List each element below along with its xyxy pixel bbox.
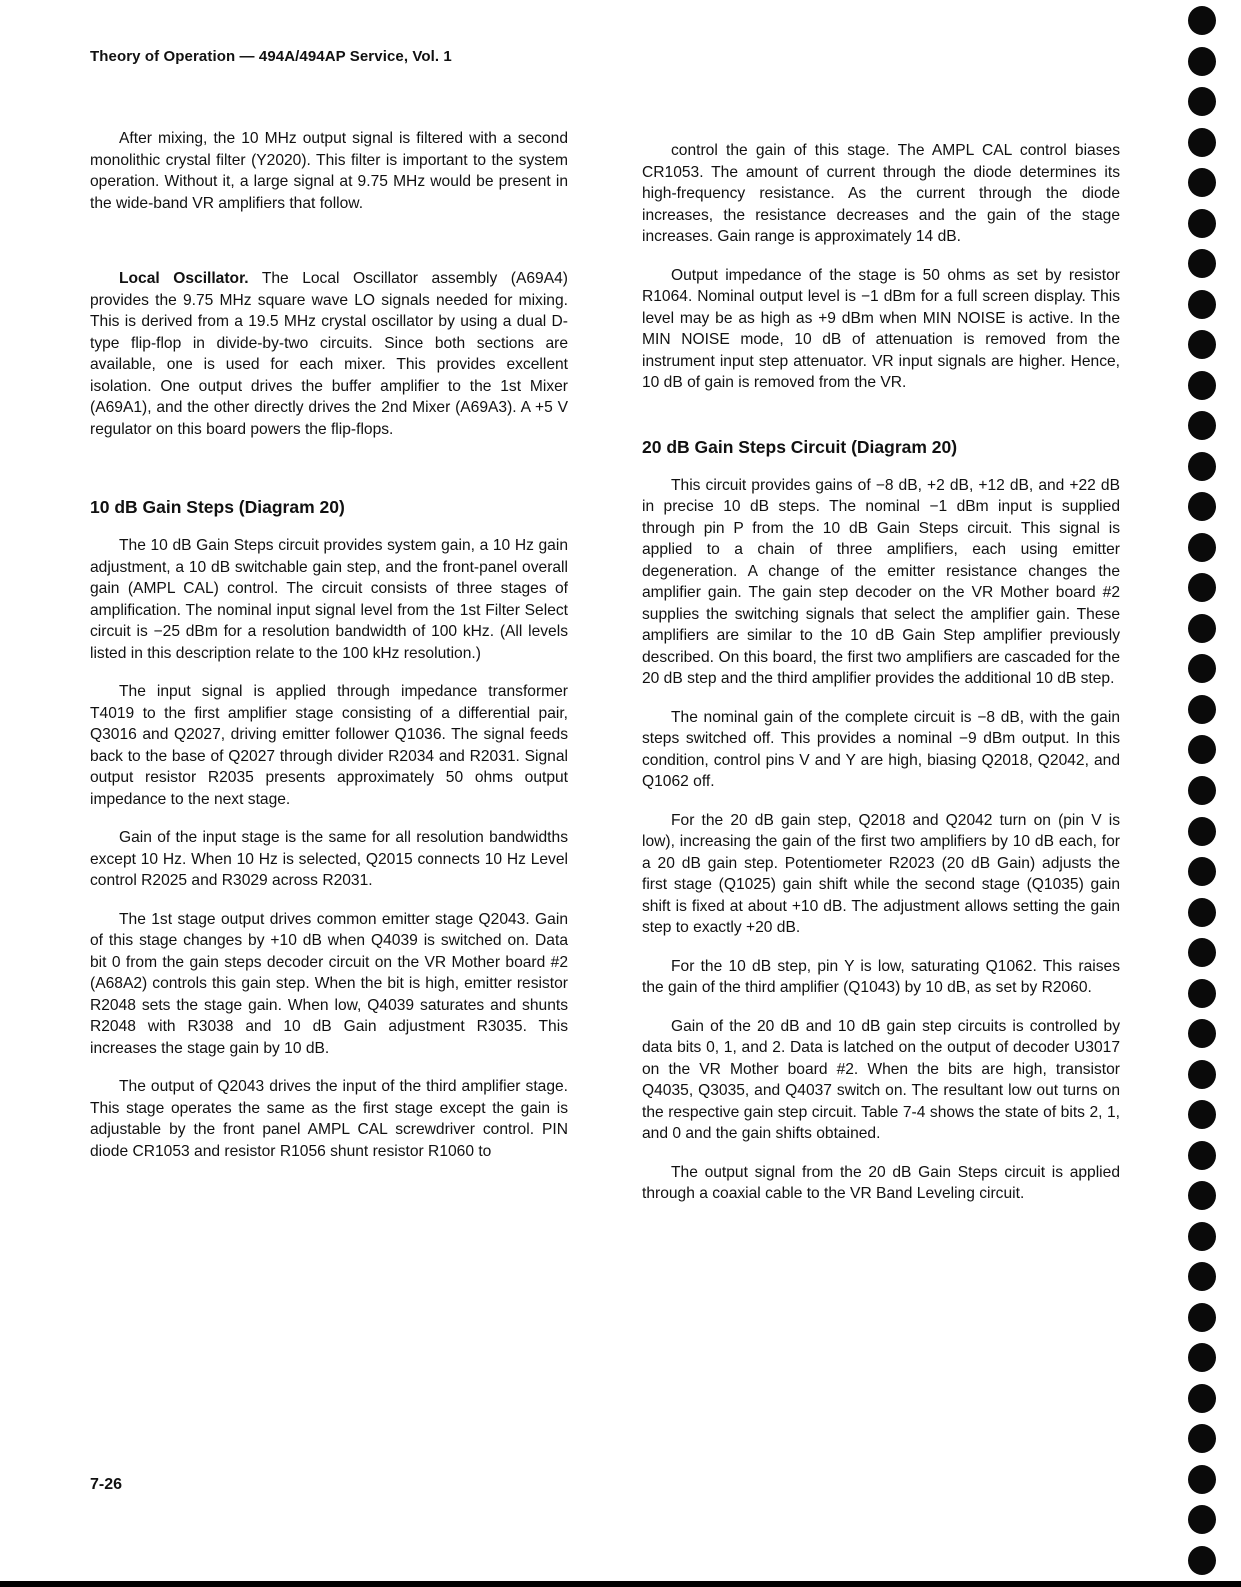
left-column xyxy=(90,128,568,1162)
binder-hole xyxy=(1188,776,1216,805)
run-in-heading: Local Oscillator. xyxy=(119,270,249,287)
paragraph: The 10 dB Gain Steps circuit provides system gain, a 10 Hz gain adjustment, a 10 dB switchable gain step, and the front-panel overall gain (AMPL CAL) control. The circuit consists of three stages of amplification. The nominal input signal level from the 1st Filter Select circuit is −25 dBm for a resolution bandwidth of 100 kHz. (All levels listed in this description relate to the 100 kHz resolution.) xyxy=(90,537,568,662)
paragraph: Gain of the input stage is the same for all resolution bandwidths except 10 Hz. When 10 Hz is selected, Q2015 connects 10 Hz Level control R2025 and R3029 across R2031. xyxy=(90,829,568,889)
binder-hole xyxy=(1188,249,1216,278)
binder-hole xyxy=(1188,614,1216,643)
binder-hole xyxy=(1188,1141,1216,1170)
binder-hole xyxy=(1188,1222,1216,1251)
paragraph: This circuit provides gains of −8 dB, +2 dB, +12 dB, and +22 dB in precise 10 dB steps. The nominal −1 dBm input is supplied through pin P from the 10 dB Gain Steps circuit. This signal is applied to a chain of three amplifiers, each using emitter degeneration. A change of the emitter resistance changes the amplifier gain. The gain step decoder on the VR Mother board #2 supplies the switching signals that select the amplifier gain. These amplifiers are similar to the 10 dB Gain Step amplifier previously described. On this board, the first two amplifiers are cascaded for the 20 dB step and the third amplifier provides the additional 10 dB step. xyxy=(642,476,1120,687)
binder-hole xyxy=(1188,1262,1216,1291)
binder-hole xyxy=(1188,168,1216,197)
binder-hole xyxy=(1188,817,1216,846)
binder-hole xyxy=(1188,87,1216,116)
binder-hole xyxy=(1188,411,1216,440)
binder-hole xyxy=(1188,290,1216,319)
binder-holes xyxy=(1188,6,1218,1581)
binder-hole xyxy=(1188,695,1216,724)
binder-hole xyxy=(1188,1303,1216,1332)
right-column xyxy=(642,140,1120,1205)
binder-hole xyxy=(1188,1546,1216,1575)
binder-hole xyxy=(1188,1465,1216,1494)
binder-hole xyxy=(1188,898,1216,927)
binder-hole xyxy=(1188,209,1216,238)
binder-hole xyxy=(1188,979,1216,1008)
paragraph: For the 10 dB step, pin Y is low, saturating Q1062. This raises the gain of the third amplifier (Q1043) by 10 dB, as set by R2060. xyxy=(642,957,1120,996)
paragraph: Output impedance of the stage is 50 ohms as set by resistor R1064. Nominal output level is −1 dBm for a full screen display. This level may be as high as +9 dBm when MIN NOISE is active. In the MIN NOISE mode, 10 dB of attenuation is removed from the instrument input step attenuator. VR input signals are higher. Hence, 10 dB of gain is removed from the VR. xyxy=(642,266,1120,391)
paragraph: The nominal gain of the complete circuit is −8 dB, with the gain steps switched off. This provides a nominal −9 dBm output. In this condition, control pins V and Y are high, biasing Q2018, Q2042, and Q1062 off. xyxy=(642,708,1120,790)
paragraph: Gain of the 20 dB and 10 dB gain step circuits is controlled by data bits 0, 1, and 2. Data is latched on the output of decoder U3017 on the VR Mother board #2. When the bits are high, transistor Q4035, Q3035, and Q4037 switch on. The resultant low out turns on the respective gain step circuit. Table 7-4 shows the state of bits 2, 1, and 0 and the gain shifts obtained. xyxy=(642,1017,1120,1142)
binder-hole xyxy=(1188,1181,1216,1210)
paragraph: The output of Q2043 drives the input of the third amplifier stage. This stage operates the same as the first stage except the gain is adjustable by the front panel AMPL CAL screwdriver control. PIN diode CR1053 and resistor R1056 shunt resistor R1060 to xyxy=(90,1078,568,1160)
paragraph: The 1st stage output drives common emitter stage Q2043. Gain of this stage changes by +10 dB when Q4039 is switched on. Data bit 0 from the gain steps decoder circuit on the VR Mother board #2 (A68A2) controls this gain step. When the bit is high, emitter resistor R2048 sets the stage gain. When low, Q4039 saturates and shunts R2048 with R3038 and 10 dB Gain adjustment R3035. This increases the stage gain by 10 dB. xyxy=(90,910,568,1057)
paragraph: For the 20 dB gain step, Q2018 and Q2042 turn on (pin V is low), increasing the gain of the first two amplifiers by 10 dB each, for a 20 dB gain step. Potentiometer R2023 (20 dB Gain) adjusts the first stage (Q1025) gain shift while the second stage (Q1035) gain shift is fixed at about +10 dB. The adjustment allows setting the gain step to exactly +20 dB. xyxy=(642,811,1120,936)
running-head: Theory of Operation — 494A/494AP Service, Vol. 1 xyxy=(90,48,452,65)
paragraph: The input signal is applied through impedance transformer T4019 to the first amplifier stage consisting of a differential pair, Q3016 and Q2027, driving emitter follower Q1036. The signal feeds back to the base of Q2027 through divider R2034 and R2031. Signal output resistor R2035 presents approximately 50 ohms output impedance to the next stage. xyxy=(90,683,568,808)
binder-hole xyxy=(1188,128,1216,157)
page-number: 7-26 xyxy=(90,1476,123,1493)
binder-hole xyxy=(1188,654,1216,683)
paragraph: control the gain of this stage. The AMPL CAL control biases CR1053. The amount of current through the diode determines its high-frequency resistance. As the current through the diode increases, the resistance decreases and the gain of the stage increases. Gain range is approximately 14 dB. xyxy=(642,142,1120,245)
section-heading: 10 dB Gain Steps (Diagram 20) xyxy=(90,497,345,517)
paragraph xyxy=(90,268,568,440)
scan-edge-bar xyxy=(0,1581,1241,1587)
binder-hole xyxy=(1188,492,1216,521)
binder-hole xyxy=(1188,1384,1216,1413)
binder-hole xyxy=(1188,6,1216,35)
binder-hole xyxy=(1188,1019,1216,1048)
binder-hole xyxy=(1188,857,1216,886)
binder-hole xyxy=(1188,533,1216,562)
binder-hole xyxy=(1188,1100,1216,1129)
binder-hole xyxy=(1188,1343,1216,1372)
binder-hole xyxy=(1188,371,1216,400)
binder-hole xyxy=(1188,1505,1216,1534)
binder-hole xyxy=(1188,938,1216,967)
paragraph: After mixing, the 10 MHz output signal is filtered with a second monolithic crystal filter (Y2020). This filter is important to the system operation. Without it, a large signal at 9.75 MHz would be present in the wide-band VR amplifiers that follow. xyxy=(90,130,568,212)
binder-hole xyxy=(1188,452,1216,481)
paragraph-body: The Local Oscillator assembly (A69A4) provides the 9.75 MHz square wave LO signals needed for mixing. This is derived from a 19.5 MHz crystal oscillator by using a dual D-type flip-flop in divide-by-two circuits. Since both sections are available, one is used for each mixer. This provides excellent isolation. One output drives the buffer amplifier to the 1st Mixer (A69A1), and the other directly drives the 2nd Mixer (A69A3). A +5 V regulator on this board powers the flip-flops. xyxy=(90,270,568,438)
binder-hole xyxy=(1188,47,1216,76)
binder-hole xyxy=(1188,573,1216,602)
section-heading: 20 dB Gain Steps Circuit (Diagram 20) xyxy=(642,436,958,457)
paragraph: The output signal from the 20 dB Gain Steps circuit is applied through a coaxial cable to the VR Band Leveling circuit. xyxy=(642,1163,1120,1202)
binder-hole xyxy=(1188,330,1216,359)
binder-hole xyxy=(1188,735,1216,764)
binder-hole xyxy=(1188,1060,1216,1089)
binder-hole xyxy=(1188,1424,1216,1453)
